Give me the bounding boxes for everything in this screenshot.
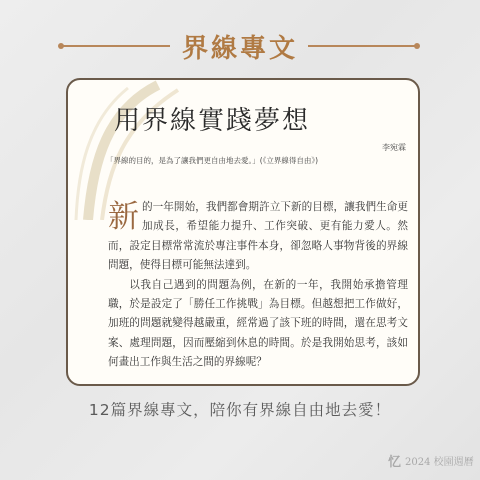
brand-name: 2024 校園週曆 [405, 457, 474, 468]
article-quote: 「界線的目的，是為了讓我們更自由地去愛。」(《立界線得自由》) [106, 156, 319, 165]
header-rule-left [62, 45, 170, 47]
article-title: 用界線實踐夢想 [114, 106, 311, 136]
article-body [108, 198, 408, 373]
paragraph-2-text: 以我自己遇到的問題為例，在新的一年，我開始承擔管理職，於是設定了「勝任工作挑戰」為目標。但越想把工作做好，加班的問題就變得越嚴重，經常過了該下班的時間，還在思考文案、處理問題，因而壓縮到休息的時間。於是我開始思考，該如何畫出工作與生活之間的界線呢？ [108, 278, 408, 369]
header-rule-right [308, 45, 416, 47]
ornament-dot-right [414, 43, 420, 49]
article-card [66, 78, 420, 386]
logo-icon: 忆 [388, 455, 402, 470]
article-author: 李宛霖 [382, 143, 406, 152]
section-header [0, 26, 480, 66]
drop-cap: 新 [108, 199, 139, 235]
paragraph-1-text: 的一年開始，我們都會期許立下新的目標，讓我們生命更加成長，希望能力提升、工作突破、更有能力愛人。然而，設定目標常常流於專注事件本身，卻忽略人事物背後的界線問題，使得目標可能無法達到。 [108, 201, 408, 272]
section-title: 界線專文 [181, 33, 298, 64]
paragraph [108, 198, 408, 276]
brand-logo [388, 451, 474, 470]
caption-text: 12篇界線專文，陪你有界線自由地去愛！ [88, 401, 392, 419]
